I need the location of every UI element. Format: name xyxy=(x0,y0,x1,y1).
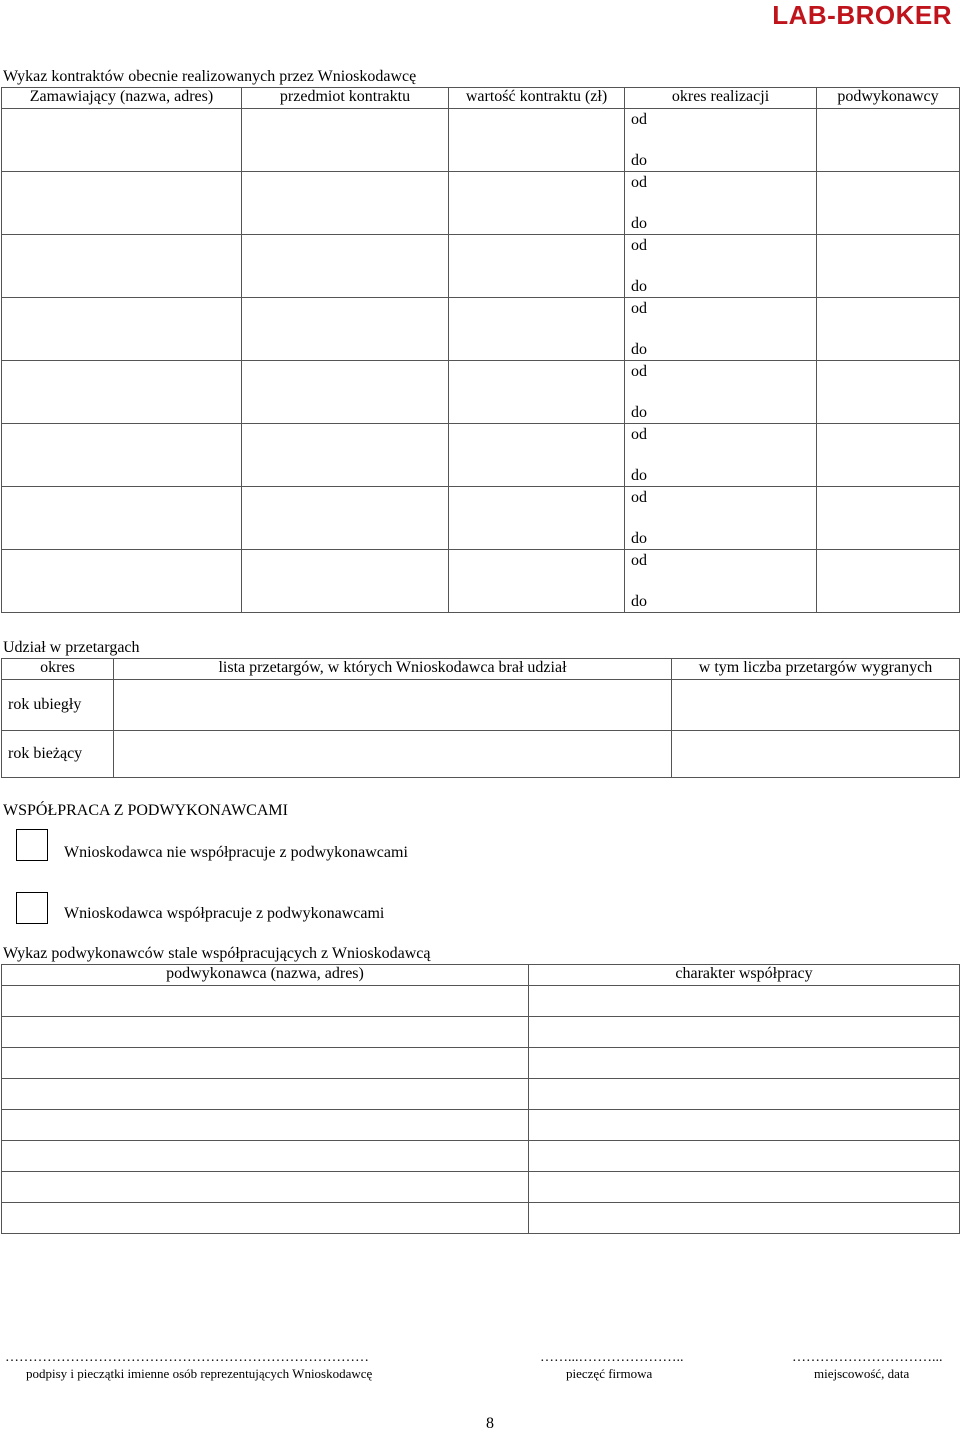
subject-field[interactable] xyxy=(242,298,449,361)
table-row xyxy=(2,550,960,613)
from-label: od xyxy=(631,552,647,569)
to-label: do xyxy=(631,341,647,358)
period-field[interactable] xyxy=(625,109,817,172)
subcontractors-field[interactable] xyxy=(817,424,960,487)
from-label: od xyxy=(631,111,647,128)
subject-field[interactable] xyxy=(242,487,449,550)
value-field[interactable] xyxy=(449,487,625,550)
client-field[interactable] xyxy=(2,172,242,235)
column-header-won-count: w tym liczba przetargów wygranych xyxy=(672,659,960,680)
value-field[interactable] xyxy=(449,361,625,424)
with-subcontractors-checkbox[interactable] xyxy=(16,892,48,924)
cooperation-type-field[interactable] xyxy=(529,1141,960,1172)
subcontractors-header-row xyxy=(2,965,960,986)
subcontractors-field[interactable] xyxy=(817,298,960,361)
value-field[interactable] xyxy=(449,298,625,361)
cooperation-type-field[interactable] xyxy=(529,1017,960,1048)
table-row xyxy=(2,1141,960,1172)
column-header-value: wartość kontraktu (zł) xyxy=(449,88,625,109)
table-row xyxy=(2,731,960,778)
tenders-table xyxy=(1,658,960,778)
subject-field[interactable] xyxy=(242,235,449,298)
period-field[interactable] xyxy=(625,361,817,424)
table-row xyxy=(2,1017,960,1048)
place-date-dots: …………………………... xyxy=(792,1350,943,1365)
table-row xyxy=(2,1079,960,1110)
subcontractors-field[interactable] xyxy=(817,172,960,235)
value-field[interactable] xyxy=(449,550,625,613)
to-label: do xyxy=(631,404,647,421)
from-label: od xyxy=(631,426,647,443)
to-label: do xyxy=(631,152,647,169)
table-row xyxy=(2,361,960,424)
no-subcontractors-checkbox[interactable] xyxy=(16,829,48,861)
subcontractor-field[interactable] xyxy=(2,1048,529,1079)
period-field[interactable] xyxy=(625,235,817,298)
table-row xyxy=(2,298,960,361)
signature-label: podpisy i pieczątki imienne osób reprezentujących Wnioskodawcę xyxy=(26,1366,373,1381)
column-header-cooperation-type: charakter współpracy xyxy=(529,965,960,986)
table-row xyxy=(2,424,960,487)
client-field[interactable] xyxy=(2,424,242,487)
stamp-dots: ……...………………….. xyxy=(540,1350,684,1365)
from-label: od xyxy=(631,300,647,317)
table-row xyxy=(2,1110,960,1141)
column-header-subject: przedmiot kontraktu xyxy=(242,88,449,109)
table-row xyxy=(2,680,960,731)
contracts-table xyxy=(1,87,960,613)
subject-field[interactable] xyxy=(242,361,449,424)
subcontractor-field[interactable] xyxy=(2,1017,529,1048)
client-field[interactable] xyxy=(2,109,242,172)
with-subcontractors-label: Wnioskodawca współpracuje z podwykonawcami xyxy=(64,905,385,922)
place-date-label: miejscowość, data xyxy=(814,1366,910,1381)
to-label: do xyxy=(631,530,647,547)
cooperation-type-field[interactable] xyxy=(529,1203,960,1234)
tenders-title: Udział w przetargach xyxy=(3,639,140,656)
client-field[interactable] xyxy=(2,298,242,361)
row-label-last-year: rok ubiegły xyxy=(2,680,114,731)
column-header-period: okres realizacji xyxy=(625,88,817,109)
subcontractor-field[interactable] xyxy=(2,1141,529,1172)
subcontractors-table xyxy=(1,964,960,1234)
subcontractor-field[interactable] xyxy=(2,1079,529,1110)
from-label: od xyxy=(631,237,647,254)
tender-list-field[interactable] xyxy=(114,731,672,778)
client-field[interactable] xyxy=(2,550,242,613)
subject-field[interactable] xyxy=(242,424,449,487)
table-row xyxy=(2,487,960,550)
subcontractor-field[interactable] xyxy=(2,986,529,1017)
to-label: do xyxy=(631,215,647,232)
table-row xyxy=(2,172,960,235)
no-subcontractors-label: Wnioskodawca nie współpracuje z podwykonawcami xyxy=(64,844,408,861)
value-field[interactable] xyxy=(449,172,625,235)
client-field[interactable] xyxy=(2,235,242,298)
subcontractors-title: Wykaz podwykonawców stale współpracujących z Wnioskodawcą xyxy=(3,945,431,962)
subcontractors-field[interactable] xyxy=(817,109,960,172)
column-header-period: okres xyxy=(2,659,114,680)
contracts-title: Wykaz kontraktów obecnie realizowanych przez Wnioskodawcę xyxy=(3,68,417,85)
table-row xyxy=(2,1172,960,1203)
subcontractor-field[interactable] xyxy=(2,1172,529,1203)
stamp-label: pieczęć firmowa xyxy=(566,1366,653,1381)
cooperation-type-field[interactable] xyxy=(529,1048,960,1079)
subject-field[interactable] xyxy=(242,109,449,172)
table-row xyxy=(2,1203,960,1234)
from-label: od xyxy=(631,363,647,380)
table-row xyxy=(2,1048,960,1079)
won-count-field[interactable] xyxy=(672,680,960,731)
signature-dots: …………………………………………………………………… xyxy=(5,1350,369,1365)
period-field[interactable] xyxy=(625,550,817,613)
page-number: 8 xyxy=(486,1415,494,1432)
to-label: do xyxy=(631,593,647,610)
period-field[interactable] xyxy=(625,172,817,235)
brand-logo: LAB-BROKER xyxy=(772,0,952,30)
won-count-field[interactable] xyxy=(672,731,960,778)
subcontractor-field[interactable] xyxy=(2,1203,529,1234)
column-header-subcontractor: podwykonawca (nazwa, adres) xyxy=(2,965,529,986)
subcontractor-field[interactable] xyxy=(2,1110,529,1141)
subcontractors-field[interactable] xyxy=(817,361,960,424)
cooperation-title: WSPÓŁPRACA Z PODWYKONAWCAMI xyxy=(3,802,288,819)
value-field[interactable] xyxy=(449,109,625,172)
cooperation-type-field[interactable] xyxy=(529,1172,960,1203)
period-field[interactable] xyxy=(625,424,817,487)
period-field[interactable] xyxy=(625,487,817,550)
period-field[interactable] xyxy=(625,298,817,361)
value-field[interactable] xyxy=(449,424,625,487)
tenders-header-row xyxy=(2,659,960,680)
row-label-current-year: rok bieżący xyxy=(2,731,114,778)
contracts-header-row xyxy=(2,88,960,109)
column-header-client: Zamawiający (nazwa, adres) xyxy=(2,88,242,109)
subcontractors-field[interactable] xyxy=(817,235,960,298)
column-header-tender-list: lista przetargów, w których Wnioskodawca brał udział xyxy=(114,659,672,680)
cooperation-type-field[interactable] xyxy=(529,1079,960,1110)
subcontractors-field[interactable] xyxy=(817,487,960,550)
client-field[interactable] xyxy=(2,361,242,424)
table-row xyxy=(2,986,960,1017)
to-label: do xyxy=(631,278,647,295)
to-label: do xyxy=(631,467,647,484)
column-header-subcontractors: podwykonawcy xyxy=(817,88,960,109)
cooperation-type-field[interactable] xyxy=(529,1110,960,1141)
subject-field[interactable] xyxy=(242,172,449,235)
subcontractors-field[interactable] xyxy=(817,550,960,613)
table-row xyxy=(2,235,960,298)
value-field[interactable] xyxy=(449,235,625,298)
cooperation-type-field[interactable] xyxy=(529,986,960,1017)
table-row xyxy=(2,109,960,172)
from-label: od xyxy=(631,174,647,191)
from-label: od xyxy=(631,489,647,506)
tender-list-field[interactable] xyxy=(114,680,672,731)
client-field[interactable] xyxy=(2,487,242,550)
subject-field[interactable] xyxy=(242,550,449,613)
